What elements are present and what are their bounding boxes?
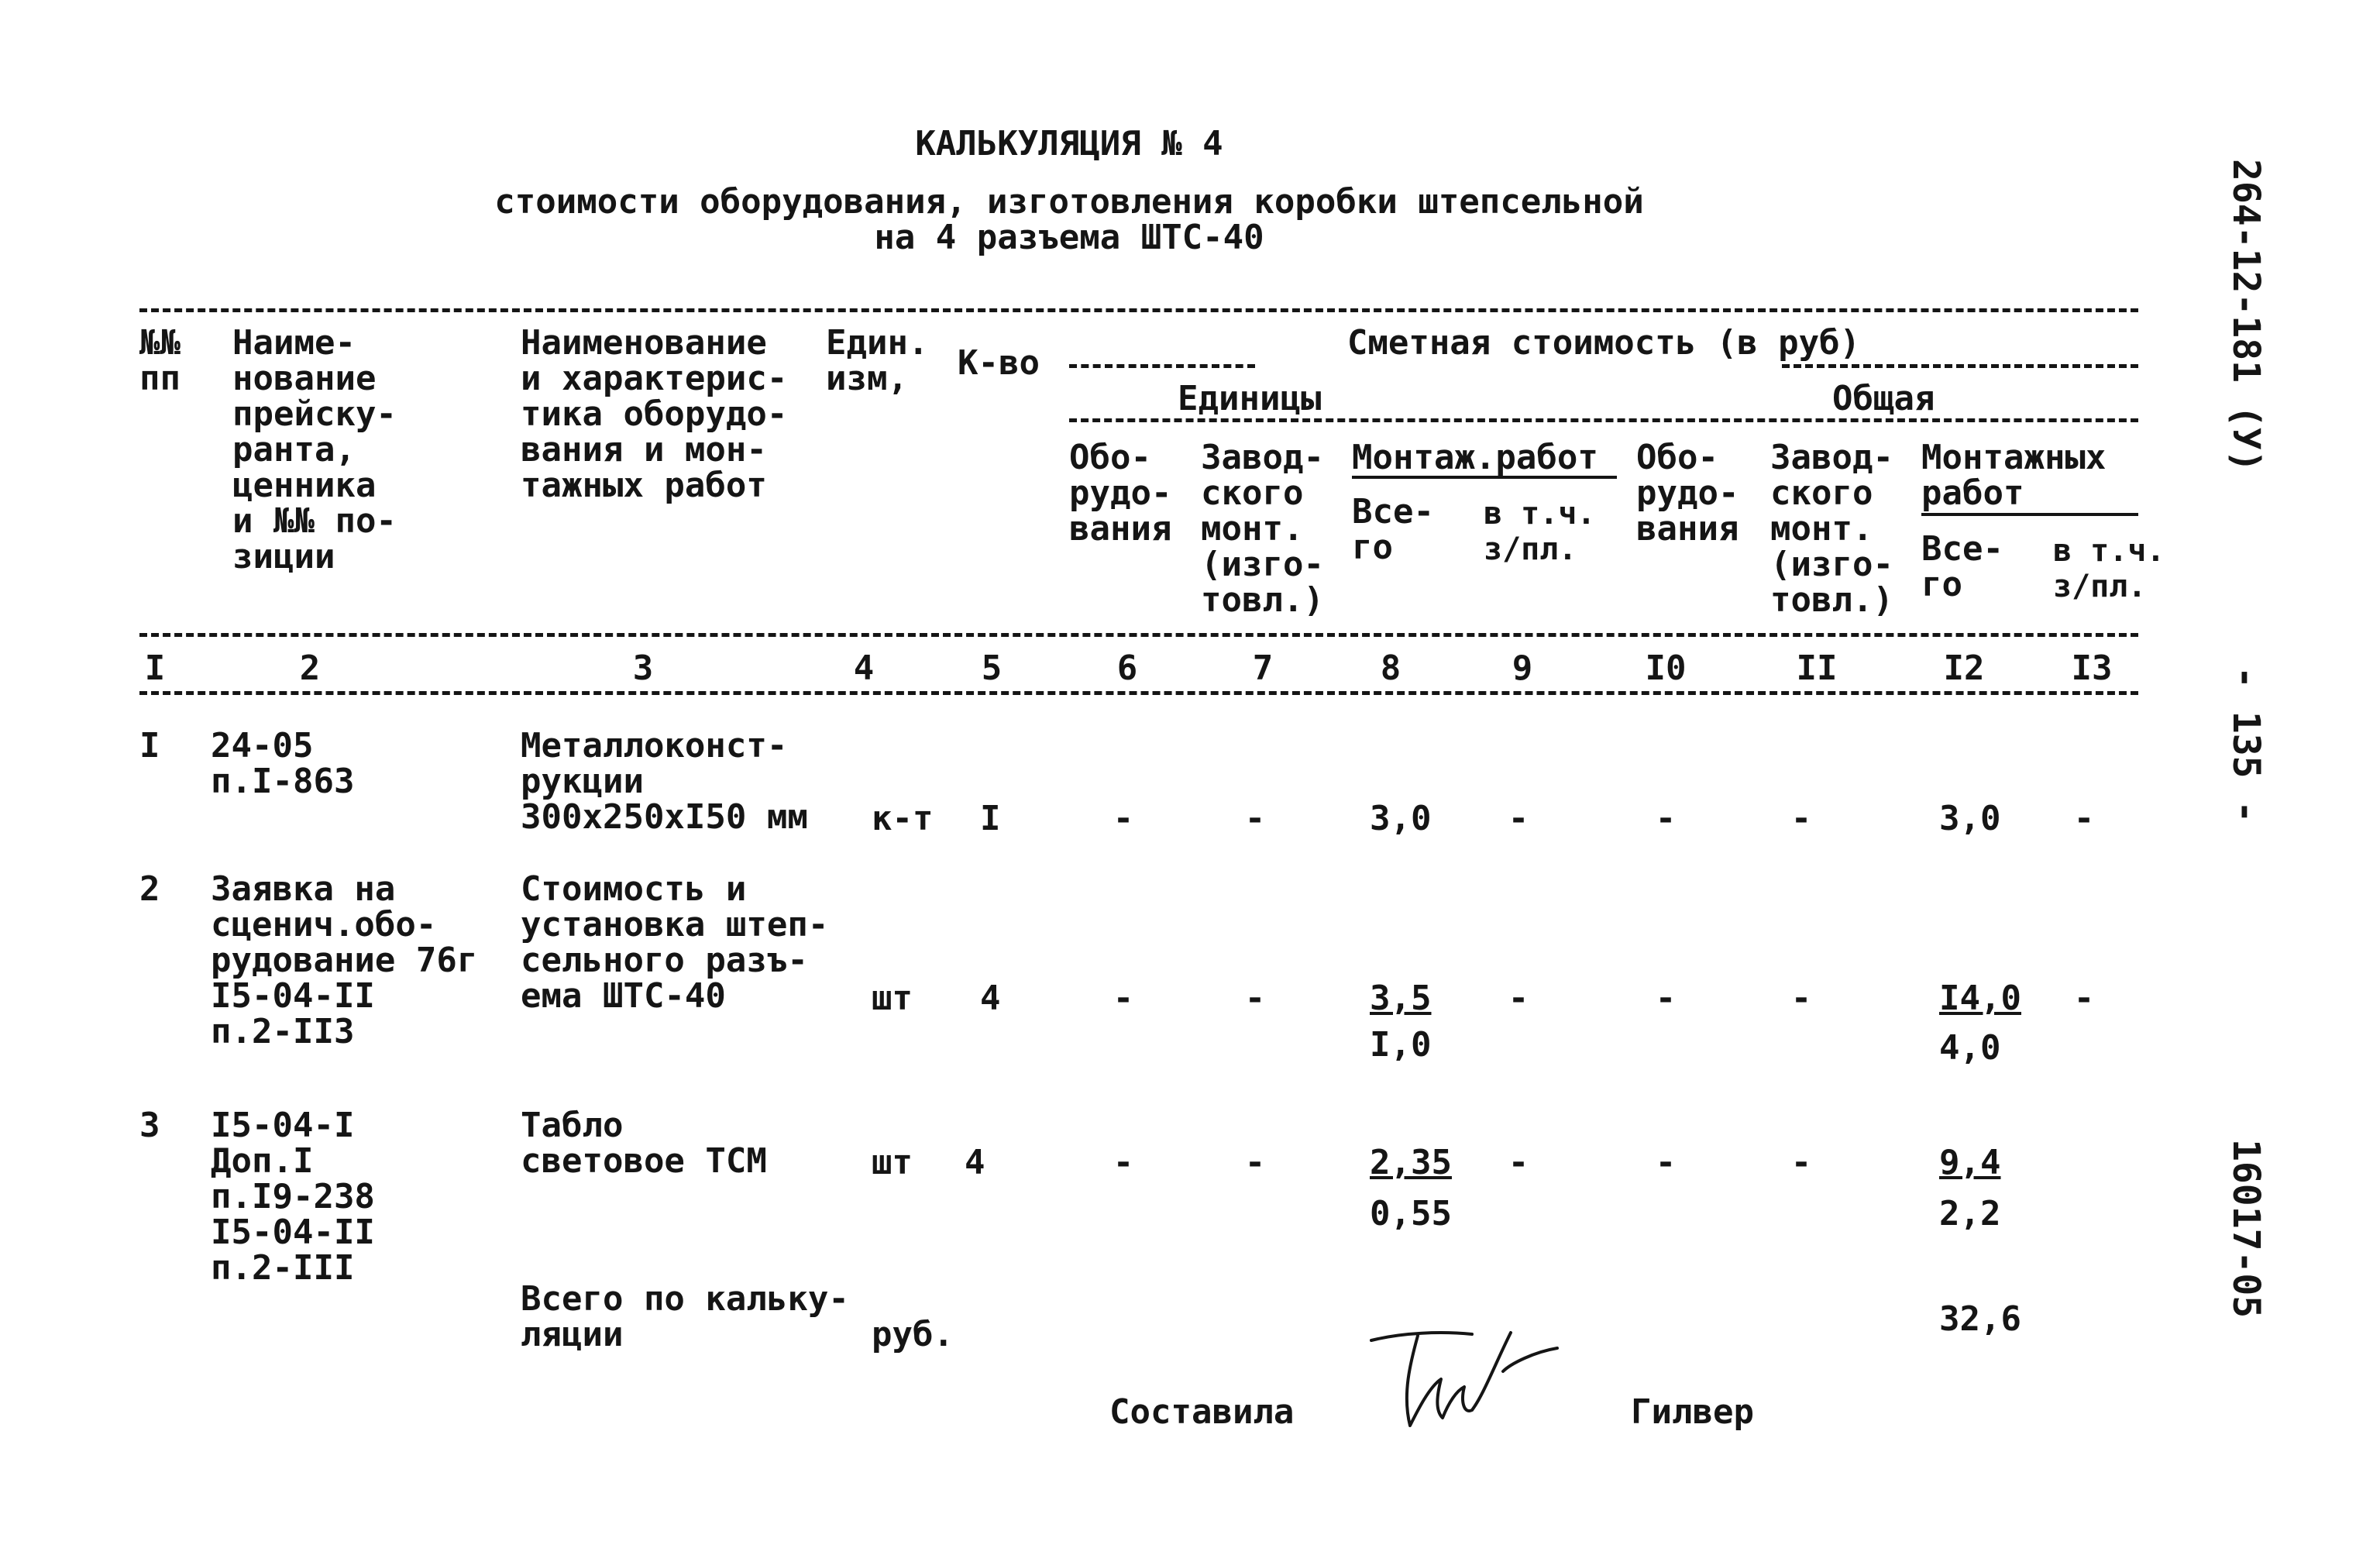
row-reference: I5-04-I Доп.I п.I9-238 I5-04-II п.2-III [211,1106,375,1288]
row-total-mount-all: 3,0 [1939,799,2001,838]
header-col-pricelist: Наиме- нование прейску- ранта, ценника и №№ по- зиции [232,323,397,576]
row-quantity: 4 [965,1143,985,1182]
row-total-equipment: - [1655,1143,1677,1182]
row-unit-factory: - [1244,979,1266,1018]
col-number-8: 8 [1380,648,1402,688]
header-unit-factory: Завод- ского монт. (изго- товл.) [1201,438,1324,620]
header-estimate: Сметная стоимость (в руб) [1346,323,1861,363]
document-subtitle-line1: стоимости оборудования, изготовления коробки штепсельной [494,182,1644,222]
estimate-rule-right [1782,364,2138,368]
row-total-equipment: - [1655,979,1677,1018]
row-reference: 24-05 п.I-863 [211,726,355,801]
row-unit-equipment: - [1113,1143,1134,1182]
side-page-number: - 135 - [2224,666,2268,824]
compiled-by-label: Составила [1109,1392,1295,1432]
header-unit-equipment: Обо- рудо- вания [1069,438,1172,549]
signature-mark [1356,1317,1588,1441]
row-unit-equipment: - [1113,979,1134,1018]
col-number-10: I0 [1645,648,1687,688]
col-number-12: I2 [1943,648,1985,688]
row-total-mount-all: 9,4 [1939,1143,2001,1182]
row-total-mount-all-wage: 4,0 [1939,1028,2001,1068]
row-unit-mount-all-wage: 0,55 [1370,1194,1452,1233]
col-number-4: 4 [853,648,875,688]
col-number-13: I3 [2071,648,2113,688]
header-bottom-rule [139,633,2138,637]
col-number-7: 7 [1252,648,1274,688]
estimate-rule-left [1069,364,1255,368]
col-number-3: 3 [632,648,654,688]
row-unit-mount-all: 3,5 [1370,979,1432,1018]
row-unit: шт [872,979,913,1018]
total-value: 32,6 [1939,1299,2021,1339]
header-total-equipment: Обо- рудо- вания [1636,438,1739,549]
group-rule [1069,418,2138,422]
row-total-factory: - [1790,1143,1812,1182]
total-unit: руб. [872,1315,954,1354]
row-description: Металлоконст- рукции 300х250хI50 мм [521,726,808,837]
total-label: Всего по кальку- ляции [521,1279,849,1354]
row-description: Стоимость и установка штеп- сельного разъ- ема ШТС-40 [521,869,829,1016]
col-number-5: 5 [981,648,1003,688]
row-total-mount-wage: - [2073,799,2095,838]
row-description: Табло световое ТСМ [521,1106,767,1181]
row-unit: шт [872,1143,913,1182]
row-number: 2 [139,869,160,909]
row-reference: Заявка на сценич.обо- рудование 76г I5-04-II п.2-II3 [211,869,478,1051]
side-code: 264-12-181 (У) [2224,159,2268,473]
col-number-6: 6 [1116,648,1138,688]
header-unit-mount-all: Все- го [1352,492,1434,567]
col-number-1: I [144,648,166,688]
header-total-mount-all: Все- го [1921,529,2003,604]
row-unit-factory: - [1244,799,1266,838]
header-unit-mount-wage: в т.ч. з/пл. [1484,496,1596,567]
row-unit: к-т [872,799,934,838]
document-title: КАЛЬКУЛЯЦИЯ № 4 [915,124,1223,163]
row-total-factory: - [1790,799,1812,838]
header-col-unit: Един. изм, [826,323,929,398]
header-col-number: №№ пп [139,323,181,398]
side-stamp: 16017-05 [2224,1139,2268,1319]
header-unit-group: Единицы [1178,379,1322,418]
row-unit-mount-all: 2,35 [1370,1143,1452,1182]
row-quantity: I [980,799,1001,838]
compiled-by-name: Гилвер [1631,1392,1754,1432]
row-total-factory: - [1790,979,1812,1018]
header-total-factory: Завод- ского монт. (изго- товл.) [1770,438,1893,620]
row-unit-mount-all-wage: I,0 [1370,1025,1432,1065]
table-top-rule [139,308,2138,312]
header-total-mount-wage: в т.ч. з/пл. [2053,533,2165,604]
row-number: 3 [139,1106,160,1145]
col-number-2: 2 [299,648,321,688]
row-unit-mount-wage: - [1508,979,1529,1018]
mount-works-total-underline [1921,513,2138,516]
row-total-mount-wage: - [2073,979,2095,1018]
row-unit-factory: - [1244,1143,1266,1182]
col-number-9: 9 [1512,648,1533,688]
col-number-11: II [1796,648,1838,688]
row-quantity: 4 [980,979,1001,1018]
header-unit-mount-works: Монтаж.работ [1352,438,1598,477]
row-total-mount-all: I4,0 [1939,979,2021,1018]
header-col-name: Наименование и характерис- тика оборудо- вания и мон- тажных работ [521,323,788,505]
row-number: I [139,726,160,765]
header-total-group: Общая [1832,379,1935,418]
document-subtitle-line2: на 4 разъема ШТС-40 [874,218,1264,257]
row-unit-mount-wage: - [1508,799,1529,838]
col-numbers-rule [139,691,2138,695]
row-unit-mount-wage: - [1508,1143,1529,1182]
row-unit-equipment: - [1113,799,1134,838]
row-unit-mount-all: 3,0 [1370,799,1432,838]
header-col-quantity: К-во [958,343,1040,383]
row-total-equipment: - [1655,799,1677,838]
header-total-mount-works: Монтажных работ [1921,438,2107,513]
row-total-mount-all-wage: 2,2 [1939,1194,2001,1233]
